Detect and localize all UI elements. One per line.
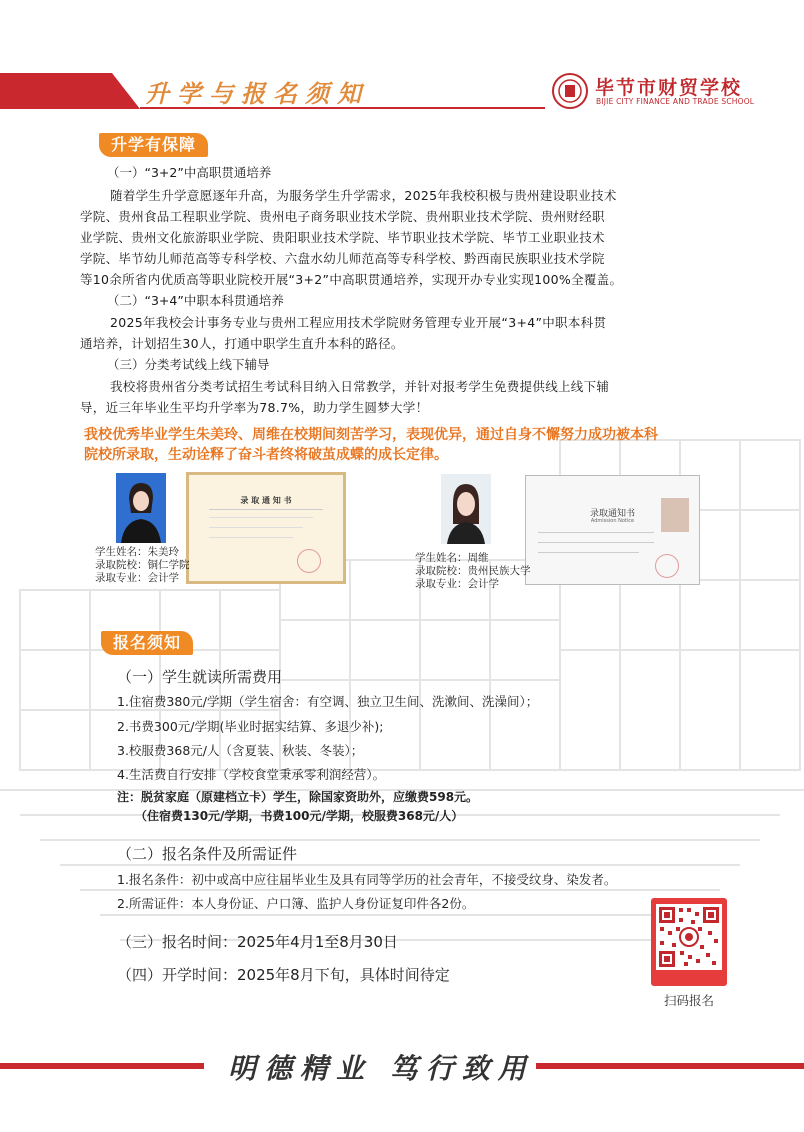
student-photo [441,474,491,544]
student-school: 录取院校：贵州民族大学 [415,565,531,577]
fee-item: 1.住宿费380元/学期（学生宿舍：有空调、独立卫生间、洗漱间、洗澡间）； [117,694,539,709]
fee-note-detail: （住宿费130元/学期，书费100元/学期，校服费368元/人） [135,809,464,823]
student-photo [116,473,166,543]
student-major: 录取专业：会计学 [95,572,179,584]
paragraph-line: 我校将贵州省分类考试招生考试科目纳入日常教学，并针对报考学生免费提供线上线下辅 [110,379,610,394]
paragraph-line: 学院、毕节幼儿师范高等专科学校、六盘水幼儿师范高等专科学校、黔西南民族职业技术学院 [80,251,605,266]
school-start-time: （四）开学时间：2025年8月下旬，具体时间待定 [117,966,450,984]
paragraph-line: 随着学生升学意愿逐年升高，为服务学生升学需求，2025年我校积极与贵州建设职业技术 [110,188,617,203]
highlight-line: 我校优秀毕业学生朱美玲、周维在校期间刻苦学习，表现优异，通过自身不懈努力成功被本科 [84,427,658,443]
subheading-exam-tutoring: （三）分类考试线上线下辅导 [107,357,270,372]
student-major: 录取专业：会计学 [415,578,499,590]
paragraph-line: 业学院、贵州文化旅游职业学院、贵阳职业技术学院、毕节职业技术学院、毕节工业职业技术 [80,230,605,245]
student-name: 学生姓名：周维 [415,552,489,564]
paragraph-line: 2025年我校会计事务专业与贵州工程应用技术学院财务管理专业开展“3+4”中职本科贯 [110,315,607,330]
paragraph-line: 导，近三年毕业生平均升学率为78.7%，助力学生圆梦大学！ [80,400,429,415]
certificate-title: 录取通知书 [589,509,635,519]
admission-certificate-1 [186,472,346,584]
certificate-title: 录 取 通 知 书 [240,496,292,505]
seal-icon [297,549,321,573]
student-school: 录取院校：铜仁学院 [95,559,190,571]
fee-note: 注：脱贫家庭（原建档立卡）学生，除国家资助外，应缴费598元。 [117,790,479,804]
school-name-en: BIJIE CITY FINANCE AND TRADE SCHOOL [596,97,755,106]
seal-icon [655,554,679,578]
requirement-item: 2.所需证件：本人身份证、户口簿、监护人身份证复印件各2份。 [117,896,475,911]
registration-time: （三）报名时间：2025年4月1至8月30日 [117,933,398,951]
fee-item: 4.生活费自行安排（学校食堂秉承零利润经营）。 [117,767,386,782]
subheading-3plus4: （二）“3+4”中职本科贯通培养 [107,293,284,308]
highlight-paragraph [84,425,754,465]
fee-item: 2.书费300元/学期(毕业时据实结算、多退少补); [117,719,384,734]
certificate-subtitle: Admission Notice [590,518,635,524]
section-tag-advancement: 升学有保障 [99,133,208,157]
paragraph-line: 学院、贵州食品工程职业学院、贵州电子商务职业技术学院、贵州职业技术学院、贵州财经职 [80,209,605,224]
admission-certificate-2 [525,475,700,585]
person-silhouette-icon [441,474,491,544]
subheading-3plus2: （一）“3+2”中高职贯通培养 [107,165,272,180]
page-title: 升学与报名须知 [145,79,369,108]
paragraph-line: 通培养，计划招生30人，打通中职学生直升本科的路径。 [80,336,404,351]
school-logo-icon [551,72,589,110]
school-name-cn: 毕节市财贸学校 [595,77,743,99]
school-motto: 明德精业 笃行致用 [228,1052,534,1085]
subheading-requirements: （二）报名条件及所需证件 [117,845,298,863]
student-name: 学生姓名：朱美玲 [95,546,179,558]
person-silhouette-icon [116,473,166,543]
requirement-item: 1.报名条件：初中或高中应往届毕业生及具有同等学历的社会青年，不接受纹身、染发者。 [117,872,617,887]
paragraph-line: 等10余所省内优质高等职业院校开展“3+2”中高职贯通培养，实现开办专业实现100%全覆盖。 [80,272,623,287]
qr-caption: 扫码报名 [664,993,715,1008]
qr-code-frame[interactable] [651,898,727,986]
subheading-fees: （一）学生就读所需费用 [117,668,283,686]
qr-code-icon[interactable] [656,904,722,970]
highlight-line: 院校所录取，生动诠释了奋斗者终将破茧成蝶的成长定律。 [84,447,448,463]
certificate-photo [661,498,689,532]
section-tag-registration: 报名须知 [101,631,193,655]
fee-item: 3.校服费368元/人（含夏装、秋装、冬装）； [117,743,364,758]
